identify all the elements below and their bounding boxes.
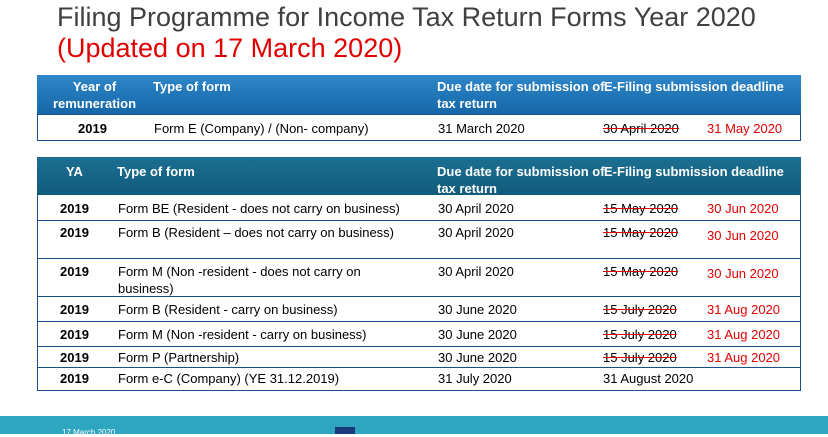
table-row (37, 114, 801, 141)
column-header-due-date: Due date for submission of tax return (437, 164, 605, 196)
row-due-date: 30 April 2020 (438, 201, 514, 216)
table-row (38, 259, 800, 297)
row-year: 2019 (60, 327, 89, 342)
page-subtitle: (Updated on 17 March 2020) (57, 33, 403, 63)
column-header-form: Type of form (117, 164, 195, 179)
row-form-type: Form M (Non -resident - does not carry on business) (118, 264, 361, 296)
column-header-year: Year of remuneration (52, 79, 137, 111)
row-form-type: Form B (Resident – does not carry on business) (118, 225, 395, 240)
row-new-deadline: 31 May 2020 (707, 121, 783, 136)
row-due-date: 30 June 2020 (438, 327, 517, 342)
row-year: 2019 (60, 264, 89, 279)
row-form-type: Form P (Partnership) (118, 350, 240, 365)
row-old-deadline: 15 May 2020 (603, 225, 679, 240)
row-form-type: Form e-C (Company) (YE 31.12.2019) (118, 371, 340, 386)
footer-logo (335, 427, 355, 434)
assessment-year-table (37, 157, 801, 391)
table-row (38, 221, 800, 259)
table-header (37, 75, 801, 114)
table-body (37, 195, 801, 391)
row-form-type: Form M (Non -resident - carry on business) (118, 327, 367, 342)
row-new-deadline: 30 Jun 2020 (707, 266, 779, 281)
column-header-ya: YA (66, 164, 83, 179)
row-year: 2019 (78, 121, 107, 136)
row-year: 2019 (60, 225, 89, 240)
row-new-deadline: 31 Aug 2020 (707, 302, 781, 317)
column-header-efiling-deadline: E-Filing submission deadline (604, 79, 784, 94)
row-year: 2019 (60, 302, 89, 317)
slide-footer (0, 416, 828, 437)
row-form-type: Form B (Resident - carry on business) (118, 302, 338, 317)
row-new-deadline: 31 Aug 2020 (707, 327, 781, 342)
row-old-deadline: 15 July 2020 (603, 327, 677, 342)
row-due-date: 30 April 2020 (438, 225, 514, 240)
row-form-type: Form E (Company) / (Non- company) (154, 121, 369, 136)
row-year: 2019 (60, 201, 89, 216)
row-old-deadline: 30 April 2020 (603, 121, 679, 136)
table-row (38, 347, 800, 368)
table-row (38, 297, 800, 322)
row-old-deadline: 15 July 2020 (603, 302, 677, 317)
row-form-type: Form BE (Resident - does not carry on business) (118, 201, 400, 216)
row-deadline: 31 August 2020 (603, 371, 694, 386)
remuneration-table (37, 75, 801, 141)
row-due-date: 30 June 2020 (438, 350, 517, 365)
row-year: 2019 (60, 350, 89, 365)
row-old-deadline: 15 May 2020 (603, 264, 679, 279)
row-old-deadline: 15 July 2020 (603, 350, 677, 365)
row-old-deadline: 15 May 2020 (603, 201, 679, 216)
row-new-deadline: 30 Jun 2020 (707, 201, 779, 216)
row-due-date: 31 March 2020 (438, 121, 525, 136)
column-header-due-date: Due date for submission of tax return (437, 79, 605, 111)
row-due-date: 30 April 2020 (438, 264, 514, 279)
row-new-deadline: 30 Jun 2020 (707, 228, 779, 243)
row-due-date: 31 July 2020 (438, 371, 512, 386)
footer-date: 17 March 2020 (62, 428, 116, 437)
column-header-form: Type of form (153, 79, 231, 94)
page-title: Filing Programme for Income Tax Return Forms Year 2020 (57, 2, 756, 32)
table-row (38, 322, 800, 347)
table-row (38, 368, 800, 390)
column-header-efiling-deadline: E-Filing submission deadline (604, 164, 784, 179)
row-year: 2019 (60, 371, 89, 386)
table-header (37, 157, 801, 195)
row-new-deadline: 31 Aug 2020 (707, 350, 781, 365)
table-row (38, 195, 800, 221)
row-due-date: 30 June 2020 (438, 302, 517, 317)
